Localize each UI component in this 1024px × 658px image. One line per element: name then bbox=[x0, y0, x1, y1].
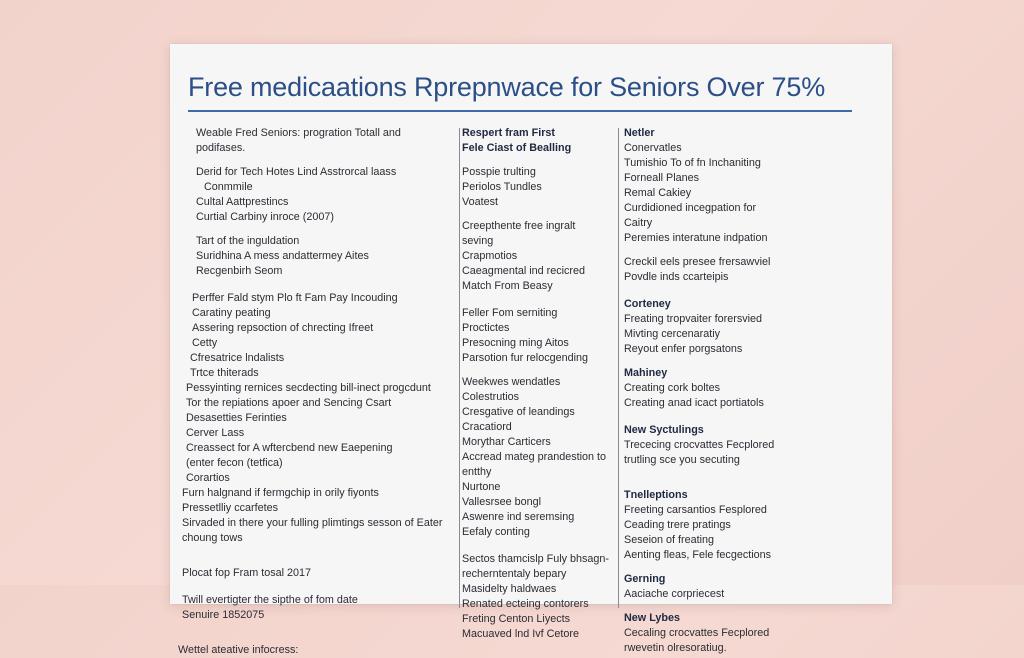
list-item: Mivting cercenaratiy bbox=[624, 328, 721, 340]
list-item: Sirvaded in there your fulling plimtings sesson of Eater bbox=[182, 517, 443, 529]
list-item: Aswenre ind seremsing bbox=[462, 511, 575, 523]
list-item: Povdle inds ccarteipis bbox=[624, 271, 729, 283]
section-heading: Respert fram First bbox=[462, 127, 556, 139]
column-middle bbox=[462, 126, 612, 642]
list-item: Colestrutios bbox=[462, 391, 520, 403]
list-item: Peremies interatune indpation bbox=[624, 232, 768, 244]
section-heading: Netler bbox=[624, 127, 655, 139]
list-item: Freting Centon Liyects bbox=[462, 613, 571, 625]
list-item: Aaciache corpriecest bbox=[624, 588, 725, 600]
list-item: seving bbox=[462, 235, 494, 247]
column-divider-2 bbox=[618, 128, 619, 608]
list-item: Creating anad icact portiatols bbox=[624, 397, 764, 409]
list-item: Cecaling crocvattes Fecplored bbox=[624, 627, 770, 639]
list-item: Suridhina A mess andattermey Aites bbox=[196, 250, 369, 262]
list-item: Nurtone bbox=[462, 481, 501, 493]
list-item: Creassect for A wftercbend new Eaepening bbox=[186, 442, 393, 454]
section-heading: Tnelleptions bbox=[624, 489, 688, 501]
list-item: Masidelty haldwaes bbox=[462, 583, 557, 595]
section-heading: Fele Ciast of Bealling bbox=[462, 142, 572, 154]
list-item: Seseion of freating bbox=[624, 534, 715, 546]
list-item: rwevetin olresoratiug. bbox=[624, 642, 727, 654]
list-item: Creepthente free ingralt bbox=[462, 220, 576, 232]
list-item: Periolos Tundles bbox=[462, 181, 542, 193]
list-item: Conmmile bbox=[204, 181, 253, 193]
list-item: Crapmotios bbox=[462, 250, 518, 262]
list-item: Tor the repiations apoer and Sencing Csart bbox=[186, 397, 392, 409]
list-item: Cracatiord bbox=[462, 421, 512, 433]
list-item: Tart of the inguldation bbox=[196, 235, 300, 247]
list-item: Weable Fred Seniors: progration Totall and bbox=[196, 127, 401, 139]
list-item: Perffer Fald stym Plo ft Fam Pay Incouding bbox=[192, 292, 398, 304]
list-item: Cetty bbox=[192, 337, 218, 349]
list-item: Posspie trulting bbox=[462, 166, 536, 178]
list-item: Conervatles bbox=[624, 142, 682, 154]
list-item: Desasetties Ferinties bbox=[186, 412, 287, 424]
page-title: Free medicaations Rprepnwace for Seniors Over 75% bbox=[188, 72, 826, 102]
list-item: Sectos thamcislp Fuly bhsagn- bbox=[462, 553, 610, 565]
list-item: Caeagmental ind recicred bbox=[462, 265, 586, 277]
list-item: Cultal Aattprestincs bbox=[196, 196, 289, 208]
list-item: Voatest bbox=[462, 196, 499, 208]
list-item: Freeting carsantios Fesplored bbox=[624, 504, 767, 516]
list-item: Creckil eels presee frersawviel bbox=[624, 256, 771, 268]
list-item: Parsotion fur relocgending bbox=[462, 352, 589, 364]
title-underline bbox=[188, 110, 852, 112]
list-item: Pessyinting rernices secdecting bill-inect progcdunt bbox=[186, 382, 431, 394]
list-item: Tumishio To of fn Inchaniting bbox=[624, 157, 761, 169]
list-item: Pressetlliy ccarfetes bbox=[182, 502, 279, 514]
list-item: Cerver Lass bbox=[186, 427, 245, 439]
list-item: (enter fecon (tetfica) bbox=[186, 457, 283, 469]
list-item: Aenting fleas, Fele fecgections bbox=[624, 549, 772, 561]
list-item: Wettel ateative infocress: bbox=[178, 644, 299, 656]
list-item: Creating cork boltes bbox=[624, 382, 721, 394]
list-item: Trtce thiterads bbox=[190, 367, 259, 379]
list-item: trutling sce you secuting bbox=[624, 454, 740, 466]
list-item: Plocat fop Fram tosal 2017 bbox=[182, 567, 312, 579]
list-item: Feller Fom serniting bbox=[462, 307, 558, 319]
section-heading: Gerning bbox=[624, 573, 666, 585]
list-item: Caitry bbox=[624, 217, 653, 229]
list-item: Reyout enfer porgsatons bbox=[624, 343, 743, 355]
list-item: Recgenbirh Seom bbox=[196, 265, 283, 277]
list-item: Caratiny peating bbox=[192, 307, 271, 319]
list-item: Senuire 1852075 bbox=[182, 609, 265, 621]
list-item: Proctictes bbox=[462, 322, 510, 334]
list-item: Cresgative of leandings bbox=[462, 406, 575, 418]
list-item: Freating tropvaiter forersvied bbox=[624, 313, 763, 325]
list-item: entthy bbox=[462, 466, 492, 478]
document-sheet bbox=[170, 44, 892, 656]
list-item: podifases. bbox=[196, 142, 246, 154]
list-item: Curdidioned incegpation for bbox=[624, 202, 757, 214]
list-item: Trececing crocvattes Fecplored bbox=[624, 439, 775, 451]
list-item: Weekwes wendatles bbox=[462, 376, 561, 388]
list-item: Match From Beasy bbox=[462, 280, 553, 292]
column-left bbox=[178, 126, 448, 658]
list-item: Cfresatrice lndalists bbox=[190, 352, 285, 364]
section-heading: Mahiney bbox=[624, 367, 668, 379]
list-item: Ceading trere pratings bbox=[624, 519, 731, 531]
list-item: Vallesrsee bongl bbox=[462, 496, 542, 508]
list-item: Accread mateg prandestion to bbox=[462, 451, 607, 463]
list-item: Forneall Planes bbox=[624, 172, 700, 184]
list-item: Furn halgnand if fermgchip in orily fiyonts bbox=[182, 487, 379, 499]
list-item: Twill evertigter the sipthe of fom date bbox=[182, 594, 358, 606]
list-item: choung tows bbox=[182, 532, 243, 544]
list-item: Renated ecteing contorers bbox=[462, 598, 589, 610]
list-item: Derid for Tech Hotes Lind Asstrorcal laass bbox=[196, 166, 397, 178]
list-item: recherntentaly bepary bbox=[462, 568, 567, 580]
column-right bbox=[624, 126, 794, 656]
list-item: Remal Cakiey bbox=[624, 187, 692, 199]
list-item: Assering repsoction of chrecting Ifreet bbox=[192, 322, 374, 334]
list-item: Morythar Carticers bbox=[462, 436, 551, 448]
list-item: Eefaly conting bbox=[462, 526, 530, 538]
list-item: Corartios bbox=[186, 472, 230, 484]
section-heading: New Lybes bbox=[624, 612, 681, 624]
section-heading: Corteney bbox=[624, 298, 671, 310]
list-item: Presocning ming Aitos bbox=[462, 337, 569, 349]
column-divider-1 bbox=[459, 128, 460, 608]
list-item: Curtial Carbiny inroce (2007) bbox=[196, 211, 335, 223]
list-item: Macuaved lnd Ivf Cetore bbox=[462, 628, 580, 640]
section-heading: New Syctulings bbox=[624, 424, 704, 436]
